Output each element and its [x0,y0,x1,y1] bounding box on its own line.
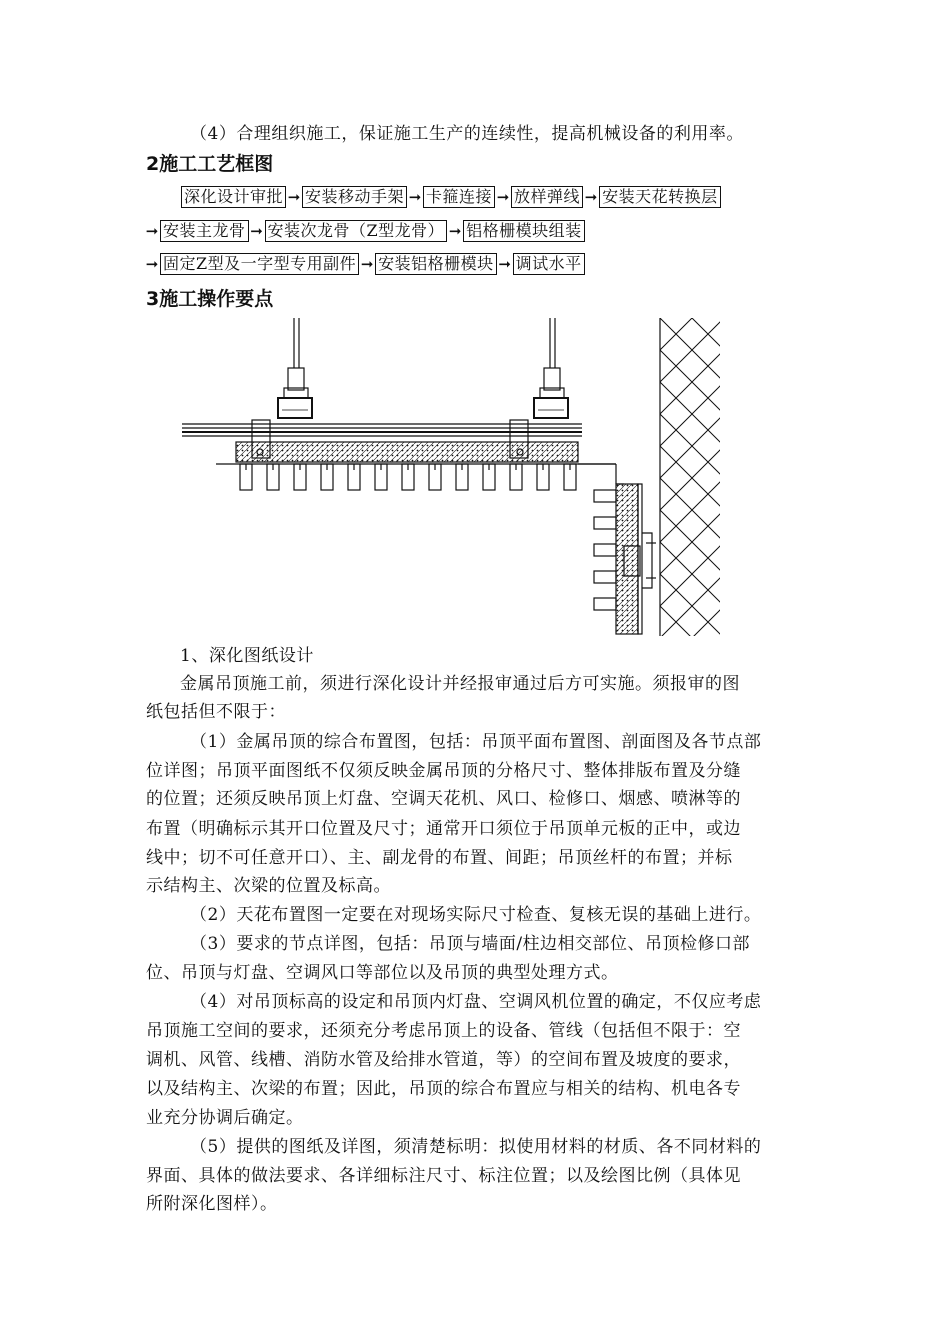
ceiling-section-drawing [180,318,720,638]
grille-blades [240,464,576,490]
section-2-heading: 2施工工艺框图 [146,153,274,175]
subsection-1-heading: 1、深化图纸设计 [180,646,314,666]
paragraph-line: （5）提供的图纸及详图，须清楚标明：拟使用材料的材质、各不同材料的 [190,1137,762,1157]
paragraph-line: 示结构主、次梁的位置及标高。 [146,876,391,896]
wall-blade [594,490,616,502]
arrow-icon: ➞ [496,188,510,206]
paragraph-line: 位详图；吊顶平面图纸不仅须反映金属吊顶的分格尺寸、整体排版布置及分缝 [146,761,741,781]
arrow-icon: ➞ [287,188,301,206]
flow-step-leveling: 调试水平 [513,253,585,275]
flow-step-layout-marking: 放样弹线 [511,186,583,208]
flow-step-grille-assembly: 铝格栅模块组装 [463,220,585,242]
flow-step-design-approval: 深化设计审批 [181,186,286,208]
paragraph-line: 业充分协调后确定。 [146,1108,304,1128]
arrow-icon: ➞ [145,222,159,240]
paragraph-line: 界面、具体的做法要求、各详细标注尺寸、标注位置；以及绘图比例（具体见 [146,1166,741,1186]
wall-panel [616,484,656,634]
paragraph-line: 调机、风管、线槽、消防水管及给排水管道，等）的空间布置及坡度的要求， [146,1050,741,1070]
paragraph-line: 所附深化图样）。 [146,1194,278,1214]
arrow-icon: ➞ [408,188,422,206]
flow-row-1 [181,186,721,208]
paragraph-line: 金属吊顶施工前，须进行深化设计并经报审通过后方可实施。须报审的图 [180,674,740,694]
flow-step-mobile-scaffold: 安装移动手架 [302,186,407,208]
wall-blade [594,517,616,529]
flow-step-install-grille: 安装铝格栅模块 [375,253,497,275]
intro-line: （4）合理组织施工，保证施工生产的连续性，提高机械设备的利用率。 [190,124,744,144]
paragraph-line: 位、吊顶与灯盘、空调风口等部位以及吊顶的典型处理方式。 [146,963,619,983]
wall [660,318,720,636]
arrow-icon: ➞ [145,255,159,273]
flow-row-3 [145,253,585,275]
flow-step-secondary-keel: 安装次龙骨（Z型龙骨） [265,220,448,242]
section-3-heading: 3施工操作要点 [146,288,274,310]
flow-row-2 [145,220,585,242]
wall-blade [594,598,616,610]
arrow-icon: ➞ [498,255,511,273]
flow-step-conversion-layer: 安装天花转换层 [599,186,721,208]
paragraph-line: 布置（明确标示其开口位置及尺寸；通常开口须位于吊顶单元板的正中，或边 [146,819,741,839]
paragraph-line: （3）要求的节点详图，包括：吊顶与墙面/柱边相交部位、吊顶检修口部 [190,934,751,954]
paragraph-line: （2）天花布置图一定要在对现场实际尺寸检查、复核无误的基础上进行。 [190,905,762,925]
paragraph-line: 纸包括但不限于： [146,702,286,722]
paragraph-line: 的位置；还须反映吊顶上灯盘、空调天花机、风口、检修口、烟感、喷淋等的 [146,789,741,809]
paragraph-line: （1）金属吊顶的综合布置图，包括：吊顶平面布置图、剖面图及各节点部 [190,732,762,752]
arrow-icon: ➞ [448,222,462,240]
wall-blade [594,544,616,556]
main-keel [182,424,582,436]
hanger-rod-left [278,318,312,418]
flow-step-clamp-connection: 卡箍连接 [423,186,495,208]
wall-blades [594,490,616,610]
grille-module [216,442,616,464]
arrow-icon: ➞ [250,222,263,240]
corner-trim [616,464,624,484]
paragraph-line: 吊顶施工空间的要求，还须充分考虑吊顶上的设备、管线（包括但不限于：空 [146,1021,741,1041]
arrow-icon: ➞ [360,255,374,273]
arrow-icon: ➞ [584,188,598,206]
wall-blade [594,571,616,583]
flow-step-fix-accessories: 固定Z型及一字型专用副件 [160,253,359,275]
paragraph-line: 以及结构主、次梁的布置；因此，吊顶的综合布置应与相关的结构、机电各专 [146,1079,741,1099]
paragraph-line: 线中；切不可任意开口）、主、副龙骨的布置、间距；吊顶丝杆的布置；并标 [146,848,733,868]
flow-step-main-keel: 安装主龙骨 [160,220,249,242]
hanger-rod-right [534,318,568,418]
paragraph-line: （4）对吊顶标高的设定和吊顶内灯盘、空调风机位置的确定，不仅应考虑 [190,992,762,1012]
